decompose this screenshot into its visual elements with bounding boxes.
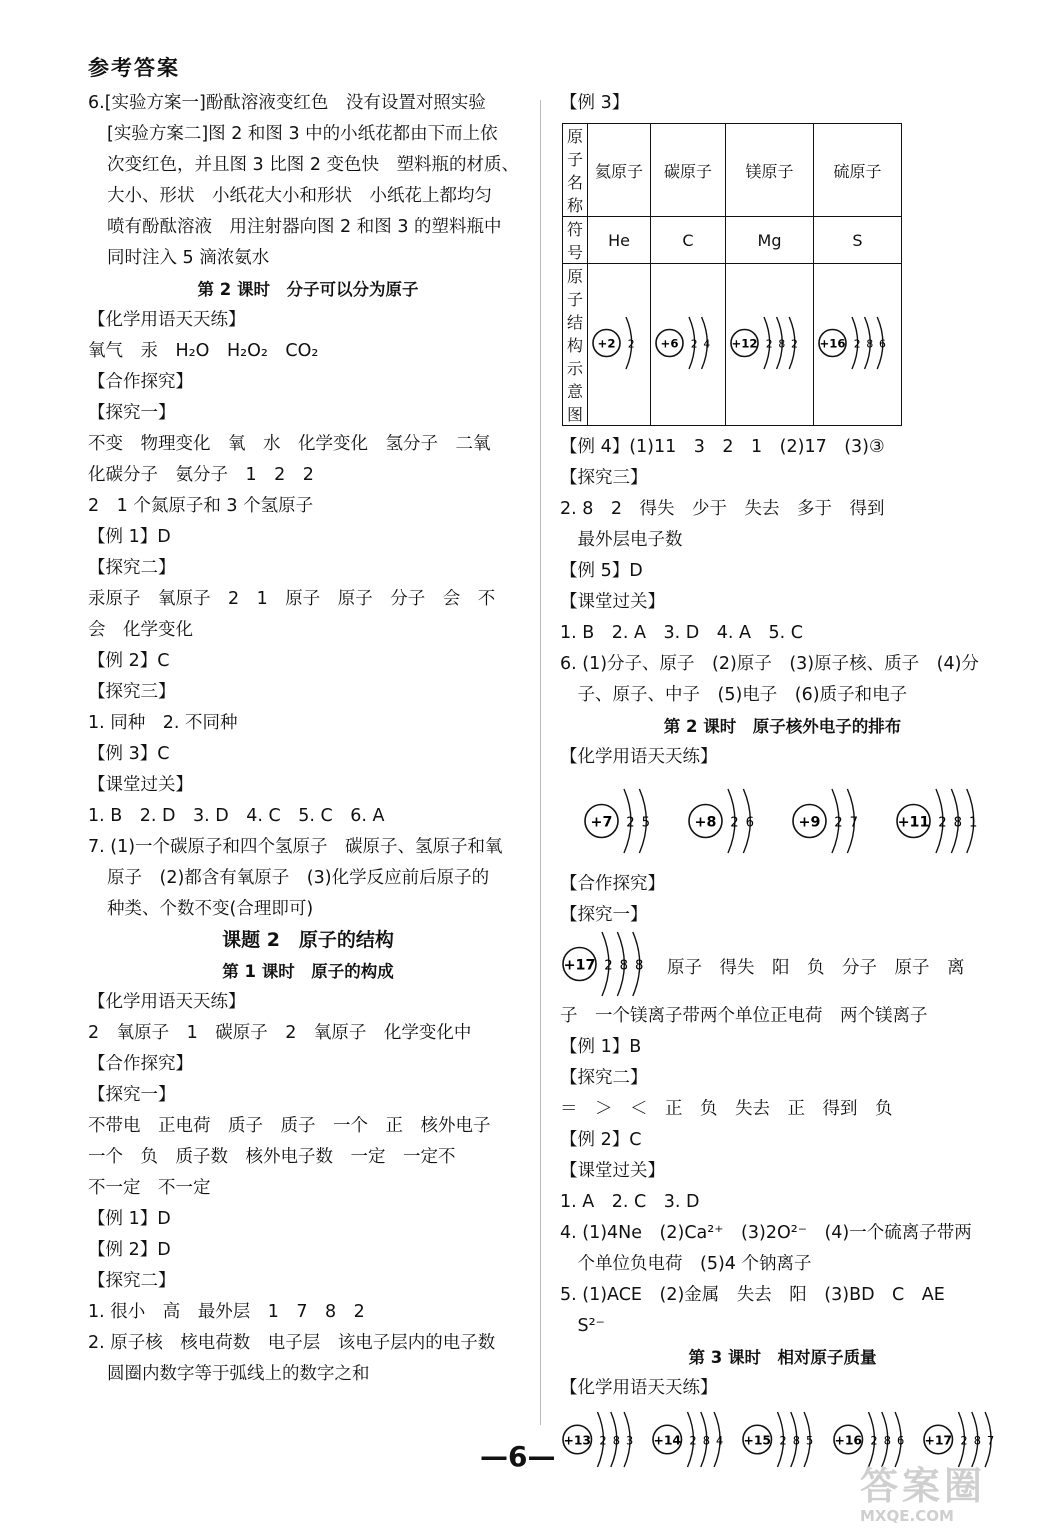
cooperation-label: 【合作探究】 xyxy=(560,874,665,894)
table-atom-symbol: C xyxy=(651,217,726,264)
nuclear-charge: +8 xyxy=(694,814,717,831)
table-atom-diagram xyxy=(814,264,902,426)
answer-line: 【例 1】D xyxy=(88,1209,171,1229)
shell-electron-count: 8 xyxy=(778,337,786,350)
table-atom-diagram xyxy=(588,264,651,426)
shell-electron-count: 7 xyxy=(986,1432,995,1447)
answer-line: 2 1 个氮原子和 3 个氢原子 xyxy=(88,496,314,516)
table-atom-diagram xyxy=(726,264,814,426)
answer-line: 化碳分子 氨分子 1 2 2 xyxy=(88,465,314,485)
answer-line: 原子 (2)都含有氧原子 (3)化学反应前后原子的 xyxy=(107,868,490,888)
shell-electron-count: 5 xyxy=(806,1432,814,1447)
nuclear-charge: +17 xyxy=(563,957,596,973)
shell-electron-count: 2 xyxy=(870,1432,878,1447)
section-2-title: 第 2 课时 原子核外电子的排布 xyxy=(663,717,902,736)
shell-electron-count: 2 xyxy=(938,815,947,831)
answer-line: 一个 负 质子数 核外电子数 一定 一定不 xyxy=(88,1147,456,1167)
column-divider xyxy=(540,100,541,1425)
answer-line: 【探究二】 xyxy=(560,1068,648,1088)
answer-line: 子 一个镁离子带两个单位正电荷 两个镁离子 xyxy=(560,1006,928,1026)
answer-line: 【探究一】 xyxy=(88,403,176,423)
table-atom-name: 氦原子 xyxy=(588,124,651,217)
shell-electron-count: 8 xyxy=(619,958,628,973)
shell-electron-count: 2 xyxy=(765,337,773,350)
chlorine-answer-text: 原子 得失 阳 负 分子 原子 离 xyxy=(667,957,965,978)
answer-line: 第 1 课时 原子的构成 xyxy=(222,962,394,981)
answer-line: 【课堂过关】 xyxy=(560,592,665,612)
answer-line: 【例 2】C xyxy=(560,1130,642,1150)
shell-electron-count: 5 xyxy=(641,815,650,831)
atom-structure-diagram xyxy=(582,786,664,856)
shell-electron-count: 2 xyxy=(779,1432,788,1447)
atom-structure-diagram xyxy=(816,314,899,372)
answer-line: 【合作探究】 xyxy=(88,1054,193,1074)
shell-electron-count: 4 xyxy=(703,337,711,350)
shell-electron-count: 8 xyxy=(953,815,962,831)
answer-line: 【化学用语天天练】 xyxy=(88,310,246,330)
shell-electron-count: 2 xyxy=(689,1432,697,1447)
page-number: —6— xyxy=(480,1440,556,1473)
answer-line: 【例 5】D xyxy=(560,561,643,581)
answer-line: 最外层电子数 xyxy=(560,530,683,550)
table-atom-symbol: He xyxy=(588,217,651,264)
watermark-url: MXQE.COM xyxy=(860,1507,954,1525)
table-atom-symbol: Mg xyxy=(726,217,814,264)
shell-electron-count: 2 xyxy=(730,815,739,831)
answer-line: 【课堂过关】 xyxy=(560,1161,665,1181)
nuclear-charge: +11 xyxy=(897,814,930,831)
answer-line: 【探究二】 xyxy=(88,558,176,578)
answer-line: 5. (1)ACE (2)金属 失去 阳 (3)BD C AE xyxy=(560,1285,945,1305)
table-atom-name: 硫原子 xyxy=(814,124,902,217)
answer-line: 1. 同种 2. 不同种 xyxy=(88,713,238,733)
answer-line: 不一定 不一定 xyxy=(88,1178,211,1198)
explore-1-label: 【探究一】 xyxy=(560,905,648,925)
shell-electron-count: 2 xyxy=(853,337,861,350)
shell-electron-count: 2 xyxy=(627,337,635,350)
atom-structure-diagram xyxy=(560,929,657,999)
shell-electron-count: 6 xyxy=(896,1432,904,1447)
answer-line: ＝ ＞ ＜ 正 负 失去 正 得到 负 xyxy=(560,1099,893,1119)
left-column xyxy=(88,88,528,1390)
shell-electron-count: 8 xyxy=(883,1432,891,1447)
shell-electron-count: 2 xyxy=(626,815,635,831)
shell-electron-count: 4 xyxy=(716,1432,724,1447)
shell-electron-count: 8 xyxy=(793,1432,801,1447)
table-atom-symbol: S xyxy=(814,217,902,264)
page-title: 参考答案 xyxy=(88,56,180,80)
answer-line: 不带电 正电荷 质子 质子 一个 正 核外电子 xyxy=(88,1116,491,1136)
atom-structure-diagram xyxy=(653,314,723,372)
answer-line: S²⁻ xyxy=(560,1316,605,1336)
atom-structure-diagram xyxy=(921,1409,1005,1470)
atom-structure-diagram xyxy=(686,786,768,856)
shell-electron-count: 8 xyxy=(973,1432,981,1447)
answer-line: 【例 2】D xyxy=(88,1240,171,1260)
answer-line: 【化学用语天天练】 xyxy=(88,992,246,1012)
shell-electron-count: 6 xyxy=(745,815,754,831)
nuclear-charge: +6 xyxy=(660,336,679,350)
section-2-practice-label: 【化学用语天天练】 xyxy=(560,747,718,767)
answer-line: 次变红色，并且图 3 比图 2 变色快 塑料瓶的材质、 xyxy=(107,155,520,175)
answer-line: 大小、形状 小纸花大小和形状 小纸花上都均匀 xyxy=(107,186,492,206)
answer-line: 【例 1】B xyxy=(560,1037,642,1057)
nuclear-charge: +13 xyxy=(563,1432,592,1447)
table-atom-diagram xyxy=(651,264,726,426)
answer-line: 会 化学变化 xyxy=(88,620,193,640)
atom-structure-diagram xyxy=(590,314,648,372)
answer-line: 4. (1)4Ne (2)Ca²⁺ (3)2O²⁻ (4)一个硫离子带两 xyxy=(560,1223,972,1243)
shell-electron-count: 2 xyxy=(604,958,613,973)
atom-structure-diagram xyxy=(894,786,991,856)
atom-structure-diagram xyxy=(831,1409,915,1470)
answer-line: 2. 原子核 核电荷数 电子层 该电子层内的电子数 xyxy=(88,1333,496,1353)
atom-structure-diagram xyxy=(560,1409,644,1470)
nuclear-charge: +15 xyxy=(743,1432,772,1447)
answer-line: 个单位负电荷 (5)4 个钠离子 xyxy=(560,1254,812,1274)
shell-electron-count: 8 xyxy=(612,1432,620,1447)
shell-electron-count: 2 xyxy=(599,1432,607,1447)
shell-electron-count: 3 xyxy=(626,1432,634,1447)
section-2-diagrams xyxy=(560,773,1005,869)
answer-line: 子、原子、中子 (5)电子 (6)质子和电子 xyxy=(560,685,908,705)
answer-line: 1. B 2. A 3. D 4. A 5. C xyxy=(560,623,803,643)
answer-line: 【合作探究】 xyxy=(88,372,193,392)
shell-electron-count: 8 xyxy=(866,337,874,350)
answer-line: 【探究三】 xyxy=(88,682,176,702)
example-3-label: 【例 3】 xyxy=(560,93,630,113)
answer-line: 氧气 汞 H₂O H₂O₂ CO₂ xyxy=(88,341,319,361)
shell-electron-count: 6 xyxy=(879,337,886,350)
nuclear-charge: +12 xyxy=(731,336,758,350)
answer-line: 2 氧原子 1 碳原子 2 氧原子 化学变化中 xyxy=(88,1023,472,1043)
table-diagram-label: 原子结构示意图 xyxy=(563,264,588,426)
shell-electron-count: 2 xyxy=(791,337,798,350)
shell-electron-count: 1 xyxy=(969,815,978,831)
answer-line: 圆圈内数字等于弧线上的数字之和 xyxy=(107,1364,370,1384)
atom-structure-diagram xyxy=(650,1409,734,1470)
answer-line: 6.[实验方案一]酚酞溶液变红色 没有设置对照实验 xyxy=(88,93,486,113)
answer-line: 1. 很小 高 最外层 1 7 8 2 xyxy=(88,1302,365,1322)
answer-line: 汞原子 氧原子 2 1 原子 原子 分子 会 不 xyxy=(88,589,496,609)
table-symbol-label: 符号 xyxy=(563,217,588,264)
answer-line: [实验方案二]图 2 和图 3 中的小纸花都由下而上依 xyxy=(107,124,498,144)
table-atom-name: 镁原子 xyxy=(726,124,814,217)
answer-line: 6. (1)分子、原子 (2)原子 (3)原子核、质子 (4)分 xyxy=(560,654,979,674)
nuclear-charge: +14 xyxy=(653,1432,682,1447)
answer-line: 【探究一】 xyxy=(88,1085,176,1105)
atom-structure-diagram xyxy=(728,314,811,372)
table-atom-name: 碳原子 xyxy=(651,124,726,217)
shell-electron-count: 8 xyxy=(702,1432,711,1447)
nuclear-charge: +16 xyxy=(819,336,846,350)
answer-line: 【例 2】C xyxy=(88,651,170,671)
table-header-label: 原子名称 xyxy=(563,124,588,217)
nuclear-charge: +17 xyxy=(924,1432,952,1447)
answer-line: 不变 物理变化 氧 水 化学变化 氢分子 二氧 xyxy=(88,434,491,454)
answer-line: 1. A 2. C 3. D xyxy=(560,1192,700,1212)
chlorine-row xyxy=(560,931,1005,1001)
answer-line: 【例 3】C xyxy=(88,744,170,764)
answer-line: 1. B 2. D 3. D 4. C 5. C 6. A xyxy=(88,806,385,826)
answer-line: 同时注入 5 滴浓氨水 xyxy=(107,248,270,268)
watermark-logo-text: 答案圈 xyxy=(860,1464,987,1508)
atom-structure-diagram xyxy=(790,786,872,856)
atom-table xyxy=(562,123,902,426)
answer-line: 【课堂过关】 xyxy=(88,775,193,795)
answer-line: 【探究二】 xyxy=(88,1271,176,1291)
right-column xyxy=(560,88,1005,1474)
shell-electron-count: 2 xyxy=(834,815,843,831)
nuclear-charge: +7 xyxy=(590,814,613,831)
answer-line: 【探究三】 xyxy=(560,468,648,488)
answer-line: 喷有酚酞溶液 用注射器向图 2 和图 3 的塑料瓶中 xyxy=(107,217,502,237)
shell-electron-count: 7 xyxy=(849,815,858,831)
section-3-title: 第 3 课时 相对原子质量 xyxy=(688,1348,877,1367)
shell-electron-count: 8 xyxy=(635,958,644,973)
nuclear-charge: +2 xyxy=(597,336,616,350)
watermark xyxy=(860,1465,1045,1525)
answer-line: 第 2 课时 分子可以分为原子 xyxy=(197,280,419,299)
answer-line: 【例 1】D xyxy=(88,527,171,547)
answer-line: 【例 4】(1)11 3 2 1 (2)17 (3)③ xyxy=(560,437,885,457)
atom-structure-diagram xyxy=(740,1409,824,1470)
answer-line: 7. (1)一个碳原子和四个氢原子 碳原子、氢原子和氧 xyxy=(88,837,503,857)
answer-line: 种类、个数不变(合理即可) xyxy=(107,899,314,919)
section-3-practice-label: 【化学用语天天练】 xyxy=(560,1378,718,1398)
shell-electron-count: 2 xyxy=(960,1432,968,1447)
answer-line: 课题 2 原子的结构 xyxy=(222,929,394,951)
answer-line: 2. 8 2 得失 少于 失去 多于 得到 xyxy=(560,499,885,519)
shell-electron-count: 2 xyxy=(690,337,698,350)
nuclear-charge: +16 xyxy=(834,1432,862,1447)
nuclear-charge: +9 xyxy=(798,814,821,831)
